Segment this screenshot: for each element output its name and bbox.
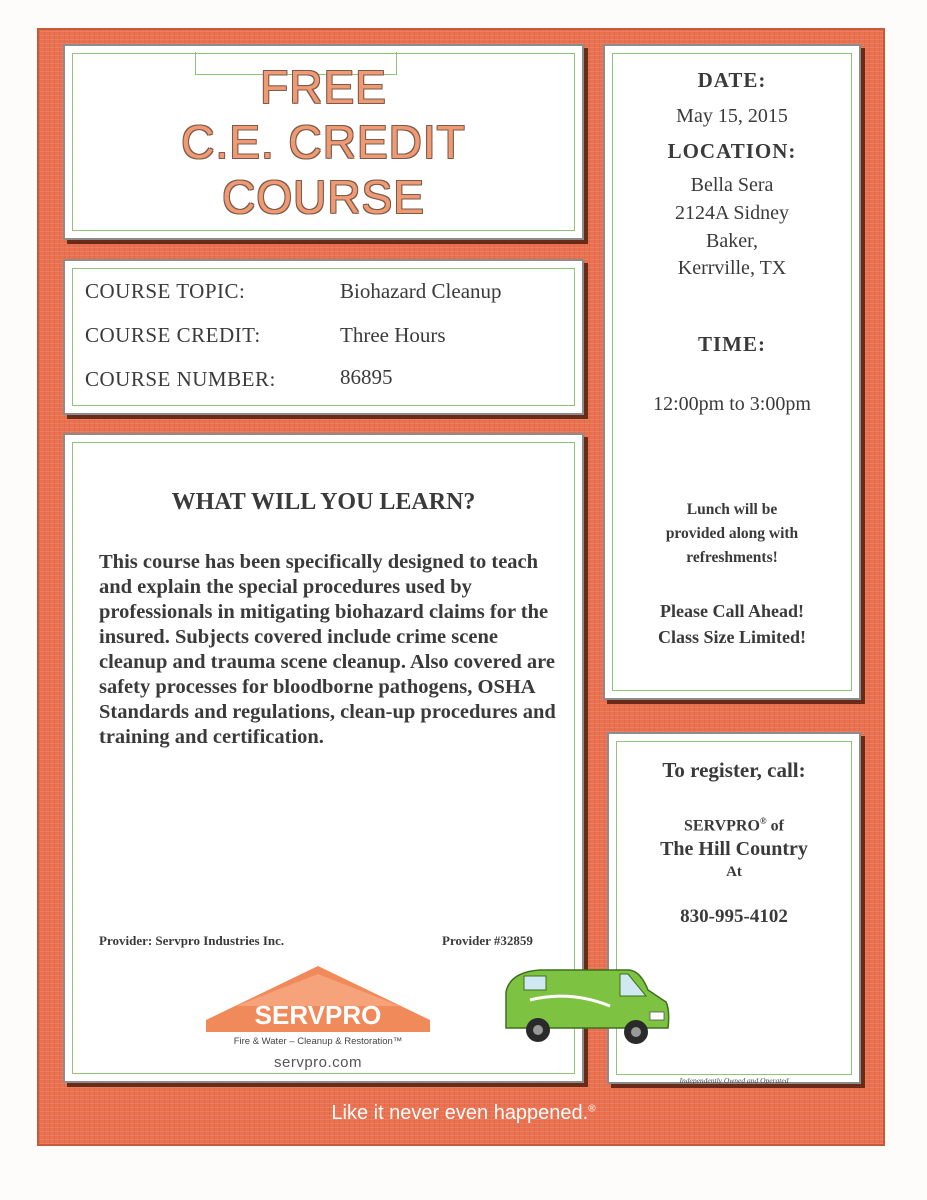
register-company-line [609, 816, 859, 835]
logo-tagline: Fire & Water – Cleanup & Restoration™ [233, 1036, 403, 1047]
class-size-line: Class Size Limited! [658, 627, 806, 647]
lunch-line-2: provided along with [665, 525, 799, 542]
location-label: LOCATION: [667, 139, 797, 163]
location-line-2: 2124A Sidney [675, 202, 789, 224]
register-heading: To register, call: [662, 758, 806, 782]
register-company-mark: ® [759, 816, 767, 826]
register-at: At [726, 864, 742, 880]
logo-brand: SERVPRO [254, 1000, 382, 1030]
servpro-logo [198, 960, 438, 1080]
title-line-2: C.E. CREDIT [181, 116, 466, 168]
course-topic-value: Biohazard Cleanup [340, 279, 502, 303]
time-label: TIME: [698, 332, 766, 356]
provider-name: Provider: Servpro Industries Inc. [99, 933, 285, 948]
house-roof-icon [198, 960, 438, 1036]
date-label: DATE: [697, 68, 767, 92]
time-value: 12:00pm to 3:00pm [653, 393, 811, 415]
slogan-text: Like it never even happened. [331, 1102, 589, 1124]
learn-heading: WHAT WILL YOU LEARN? [171, 489, 476, 515]
title-line-1: FREE [260, 61, 387, 113]
servpro-van-icon [500, 962, 672, 1054]
event-info-panel [603, 44, 861, 700]
lunch-line-3: refreshments! [686, 549, 778, 566]
register-phone: 830-995-4102 [680, 906, 788, 927]
register-company-name: The Hill Country [660, 838, 808, 860]
learn-body: This course has been specifically designed to teach and explain the special procedures used by professionals in mitigating biohazard claims for the insured. Subjects covered include crime scene cleanup and trauma scene cleanup. Also covered are safety processes for bloodborne pathogens, OSHA Standards and regulations, clean-up procedures and training and certification. [99, 551, 556, 748]
date-value: May 15, 2015 [676, 105, 788, 127]
provider-number: Provider #32859 [442, 933, 533, 948]
course-number-label: COURSE NUMBER: [85, 367, 276, 391]
location-line-1: Bella Sera [690, 174, 774, 196]
course-info-panel [63, 259, 584, 415]
title-panel [63, 44, 584, 240]
register-company-brand: SERVPRO [684, 817, 760, 835]
course-number-value: 86895 [340, 365, 393, 389]
course-credit-label: COURSE CREDIT: [85, 323, 261, 347]
slogan [0, 1102, 927, 1125]
independently-owned-note: Independently Owned and Operated [679, 1076, 789, 1085]
title-line-3: COURSE [222, 171, 425, 223]
course-credit-value: Three Hours [340, 323, 446, 347]
location-line-3: Baker, [706, 230, 758, 252]
location-line-4: Kerrville, TX [677, 257, 787, 279]
logo-url: servpro.com [273, 1054, 363, 1071]
register-company-of: of [766, 817, 784, 835]
call-ahead-line: Please Call Ahead! [660, 601, 804, 621]
slogan-mark: ® [588, 1103, 596, 1115]
lunch-line-1: Lunch will be [686, 501, 778, 518]
course-topic-label: COURSE TOPIC: [85, 279, 246, 303]
